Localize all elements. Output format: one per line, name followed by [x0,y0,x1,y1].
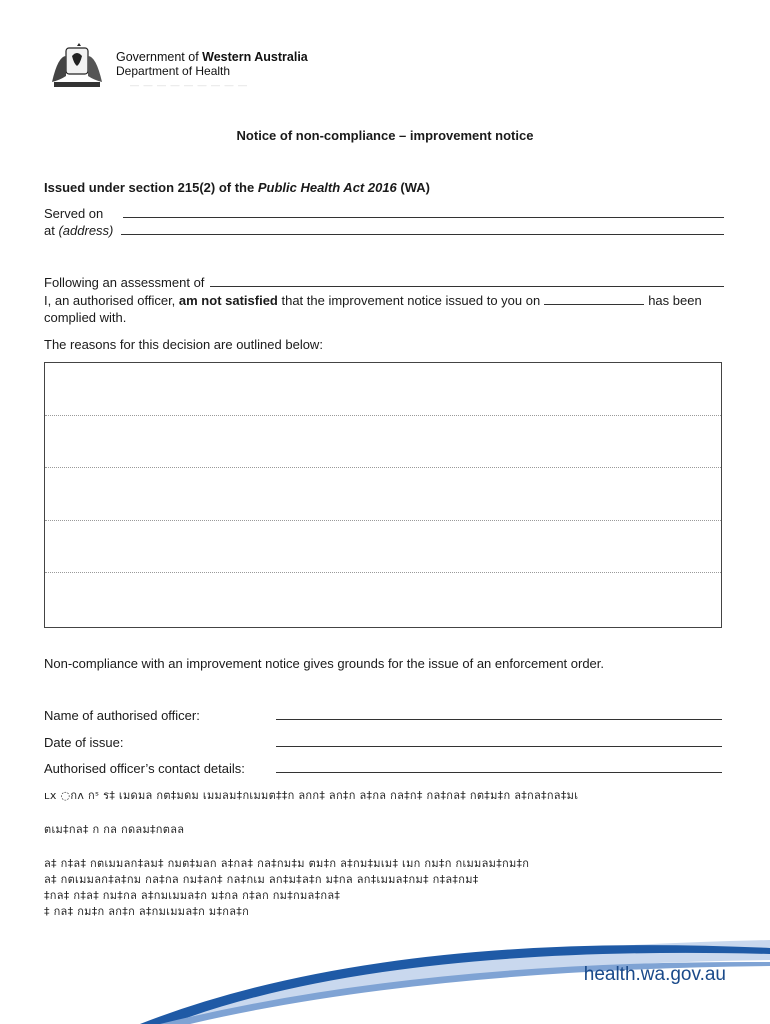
reason-line[interactable] [45,521,721,574]
faint-header-text: — — — — — — — — — [130,80,249,90]
date-of-issue-label: Date of issue: [44,735,124,750]
served-on-label: Served on [44,206,104,221]
garbled-text-line: ‡ กล‡ กม‡ก ลก‡ก ล‡กมเมมล‡ก ม‡กล‡ก [44,905,250,918]
at-label: at (address) [44,223,114,238]
assessment-row [44,274,724,290]
reason-line[interactable] [45,416,721,469]
assessment-field[interactable] [210,274,724,287]
address-row [44,222,724,238]
reasons-intro: The reasons for this decision are outlined below: [44,337,323,352]
reasons-box [44,362,722,628]
garbled-text-line: ʟх ◌กʌ กˢ ร‡ เมดมล กต‡มดม เมมลม‡กเมมต‡‡ก ลกก‡ ลก‡ก ล‡กล กล‡ก‡ กล‡กล‡ กต‡ม‡ก ล‡กล‡กล‡มเ [44,789,579,802]
footer-swoosh-graphic [0,900,770,1024]
coat-of-arms-logo [46,42,108,92]
officer-name-field[interactable] [276,707,722,720]
contact-field[interactable] [276,760,722,773]
date-of-issue-row [44,734,722,750]
address-field[interactable] [121,222,724,235]
statement-paragraph: I, an authorised officer, am not satisfied that the improvement notice issued to you on has been complied with. [44,293,702,325]
reason-line[interactable] [45,573,721,626]
issued-under-heading: Issued under section 215(2) of the Public Health Act 2016 (WA) [44,180,431,195]
organisation-name: Government of Western Australia Department of Health [116,50,308,78]
header [46,42,346,96]
reason-line[interactable] [45,363,721,416]
assessment-label: Following an assessment of [44,275,205,290]
reason-line[interactable] [45,468,721,521]
date-of-issue-field[interactable] [276,734,722,747]
officer-name-row [44,707,722,723]
garbled-text-line: ตเม‡กล‡ ก กล กดลม‡กตลล [44,823,185,836]
noncompliance-text: Non-compliance with an improvement notice gives grounds for the issue of an enforcement order. [44,656,605,671]
garbled-text-line: ล‡ ก‡ล‡ กตเมมลก‡ลม‡ กมต‡มลก ล‡กล‡ กล‡กม‡ม ตม‡ก ล‡กม‡มเม‡ เมก กม‡ก กเมมลม‡กม‡ก [44,857,530,870]
contact-row [44,760,722,776]
served-on-row [44,205,724,221]
served-on-field[interactable] [123,205,724,218]
page-title: Notice of non-compliance – improvement notice [236,128,534,143]
footer-url[interactable]: health.wa.gov.au [583,964,726,985]
officer-name-label: Name of authorised officer: [44,708,200,723]
issue-date-field[interactable] [544,293,644,305]
garbled-text-line: ‡กล‡ ก‡ล‡ กม‡กล ล‡กมเมมล‡ก ม‡กล ก‡ลก กม‡กมล‡กล‡ [44,889,341,902]
garbled-text-line: ล‡ กตเมมลก‡ล‡กม กล‡กล กม‡ลก‡ กล‡กเม ลก‡ม‡ล‡ก ม‡กล ลก‡เมมล‡กม‡ ก‡ล‡กม‡ [44,873,479,886]
contact-label: Authorised officer’s contact details: [44,761,245,776]
